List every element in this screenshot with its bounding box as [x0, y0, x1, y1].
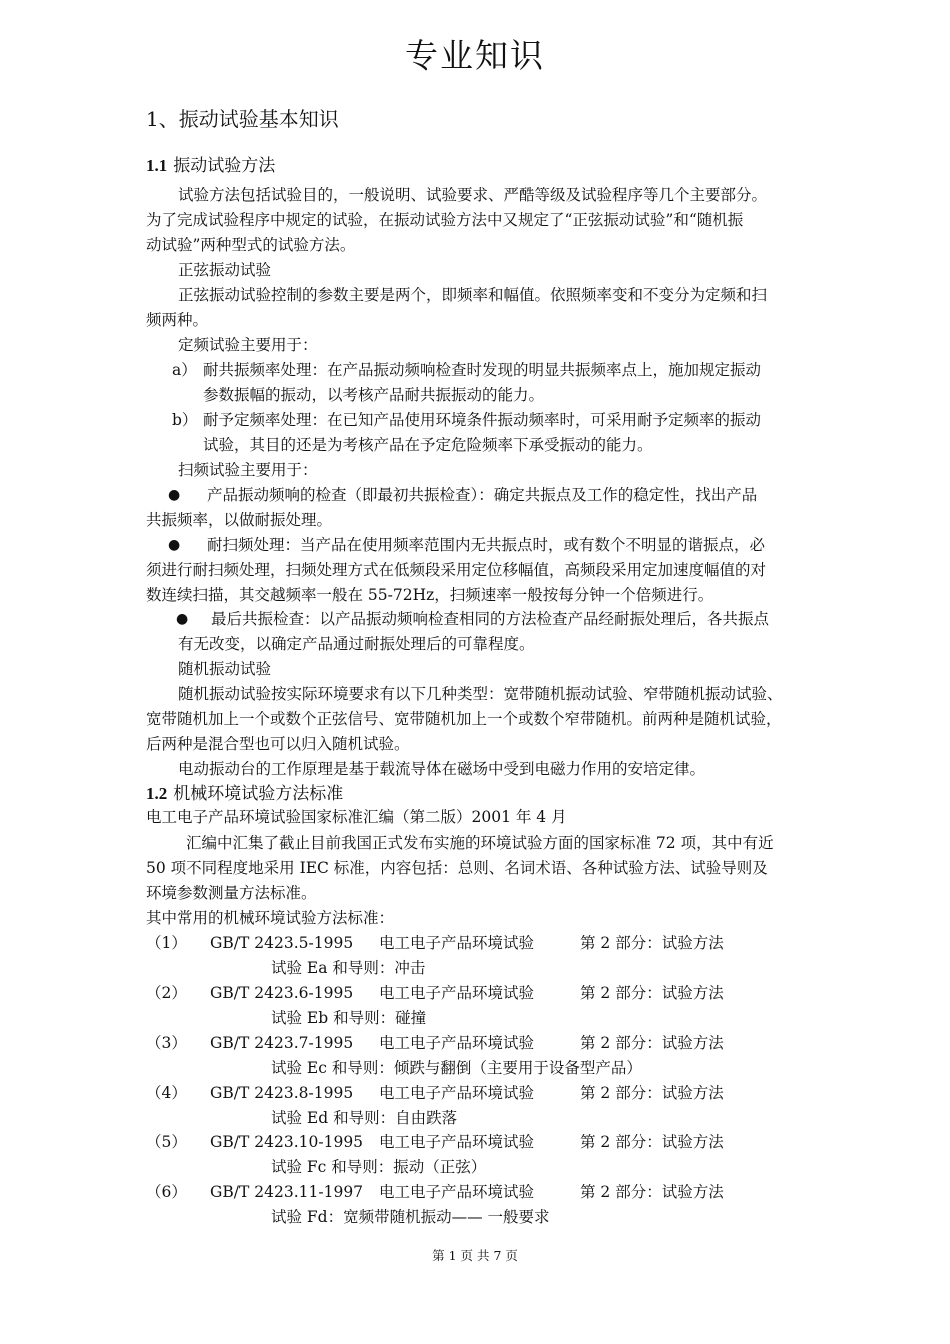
standard-part: 第 2 部分：试验方法	[580, 1183, 724, 1201]
standard-code: GB/T 2423.6-1995	[210, 984, 354, 1002]
standard-code: GB/T 2423.10-1995	[210, 1133, 364, 1151]
standard-code: GB/T 2423.5-1995	[210, 934, 354, 952]
standard-subtitle: 试验 Fd：宽频带随机振动—— 一般要求	[271, 1208, 550, 1226]
paragraph-line: 后两种是混合型也可以归入随机试验。	[146, 735, 410, 753]
paragraph-line: 环境参数测量方法标准。	[146, 884, 317, 902]
standard-subtitle: 试验 Ea 和导则：冲击	[271, 959, 426, 977]
sweep-label: 扫频试验主要用于：	[178, 461, 318, 479]
bullet-item: 耐扫频处理：当产品在使用频率范围内无共振点时，或有数个不明显的谐振点，必	[207, 536, 766, 554]
page-footer: 第 1 页 共 7 页	[432, 1248, 518, 1263]
standard-subtitle: 试验 Eb 和导则：碰撞	[271, 1009, 427, 1027]
subsection-number: 1.1	[146, 156, 168, 175]
paragraph-line: 汇编中汇集了截止目前我国正式发布实施的环境试验方面的国家标准 72 项，其中有近	[186, 834, 774, 852]
bullet-item-cont: 须进行耐扫频处理，扫频处理方式在低频段采用定位移幅值，高频段采用定加速度幅值的对	[146, 561, 767, 579]
standard-index: （5）	[146, 1133, 187, 1151]
standard-part: 第 2 部分：试验方法	[580, 934, 724, 952]
paragraph-line: 宽带随机加上一个或数个正弦信号、宽带随机加上一个或数个窄带随机。前两种是随机试验，	[146, 710, 782, 728]
paragraph-line: 50 项不同程度地采用 IEC 标准，内容包括：总则、名词术语、各种试验方法、试验导则及	[146, 859, 768, 877]
random-test-label: 随机振动试验	[178, 660, 272, 678]
paragraph-line: 试验方法包括试验目的，一般说明、试验要求、严酷等级及试验程序等几个主要部分。	[178, 186, 768, 204]
standard-index: （4）	[146, 1084, 187, 1102]
bullet-icon: ●	[176, 611, 189, 627]
paragraph-line: 电动振动台的工作原理是基于载流导体在磁场中受到电磁力作用的安培定律。	[178, 760, 706, 778]
standard-subtitle: 试验 Ec 和导则：倾跌与翻倒（主要用于设备型产品）	[271, 1059, 642, 1077]
subsection-heading-1-2	[146, 779, 343, 804]
standard-name: 电工电子产品环境试验	[379, 1133, 535, 1151]
paragraph-line: 正弦振动试验控制的参数主要是两个，即频率和幅值。依照频率变和不变分为定频和扫	[178, 286, 768, 304]
bullet-icon: ●	[168, 537, 181, 553]
standard-subtitle: 试验 Ed 和导则：自由跌落	[271, 1109, 458, 1127]
source-line: 电工电子产品环境试验国家标准汇编（第二版）2001 年 4 月	[146, 808, 567, 826]
section-heading: 1、振动试验基本知识	[146, 107, 339, 131]
paragraph-line: 动试验”两种型式的试验方法。	[146, 236, 356, 254]
paragraph-line: 随机振动试验按实际环境要求有以下几种类型：宽带随机振动试验、窄带随机振动试验、	[178, 685, 783, 703]
standard-name: 电工电子产品环境试验	[379, 934, 535, 952]
subsection-number: 1.2	[146, 784, 168, 803]
bullet-item-cont: 数连续扫描，其交越频率一般在 55-72Hz，扫频速率一般按每分钟一个倍频进行。	[146, 586, 714, 604]
standard-part: 第 2 部分：试验方法	[580, 1084, 724, 1102]
fixed-freq-label: 定频试验主要用于：	[178, 336, 318, 354]
list-item-a: 耐共振频率处理：在产品振动频响检查时发现的明显共振频率点上，施加规定振动	[203, 361, 762, 379]
standard-code: GB/T 2423.7-1995	[210, 1034, 354, 1052]
list-item-b-cont: 试验，其目的还是为考核产品在予定危险频率下承受振动的能力。	[203, 436, 653, 454]
standard-index: （2）	[146, 984, 187, 1002]
subsection-title: 振动试验方法	[173, 156, 276, 176]
list-marker-b: b）	[172, 411, 198, 429]
standard-name: 电工电子产品环境试验	[379, 1183, 535, 1201]
paragraph-line: 为了完成试验程序中规定的试验，在振动试验方法中又规定了“正弦振动试验”和“随机振	[146, 211, 744, 229]
bullet-item: 最后共振检查：以产品振动频响检查相同的方法检查产品经耐振处理后，各共振点	[211, 610, 770, 628]
standard-code: GB/T 2423.8-1995	[210, 1084, 354, 1102]
bullet-item-cont: 共振频率，以做耐振处理。	[146, 511, 333, 529]
bullet-item: 产品振动频响的检查（即最初共振检查）：确定共振点及工作的稳定性，找出产品	[207, 486, 758, 504]
standard-index: （3）	[146, 1034, 187, 1052]
standard-part: 第 2 部分：试验方法	[580, 984, 724, 1002]
list-item-b: 耐予定频率处理：在已知产品使用环境条件振动频率时，可采用耐予定频率的振动	[203, 411, 762, 429]
standard-name: 电工电子产品环境试验	[379, 984, 535, 1002]
standard-part: 第 2 部分：试验方法	[580, 1034, 724, 1052]
standard-name: 电工电子产品环境试验	[379, 1034, 535, 1052]
subsection-title: 机械环境试验方法标准	[173, 784, 344, 804]
page-title: 专业知识	[405, 36, 545, 75]
bullet-item-cont: 有无改变，以确定产品通过耐振处理后的可靠程度。	[178, 635, 535, 653]
common-standards-label: 其中常用的机械环境试验方法标准：	[146, 909, 395, 927]
list-item-a-cont: 参数振幅的振动，以考核产品耐共振振动的能力。	[203, 386, 545, 404]
subsection-heading-1-1	[146, 151, 275, 176]
standard-index: （6）	[146, 1183, 187, 1201]
standard-subtitle: 试验 Fc 和导则：振动（正弦）	[271, 1158, 487, 1176]
standard-index: （1）	[146, 934, 187, 952]
standard-name: 电工电子产品环境试验	[379, 1084, 535, 1102]
paragraph-line: 频两种。	[146, 311, 209, 329]
list-marker-a: a）	[172, 361, 197, 379]
sine-test-label: 正弦振动试验	[178, 261, 272, 279]
bullet-icon: ●	[168, 487, 181, 503]
standard-part: 第 2 部分：试验方法	[580, 1133, 724, 1151]
standard-code: GB/T 2423.11-1997	[210, 1183, 364, 1201]
